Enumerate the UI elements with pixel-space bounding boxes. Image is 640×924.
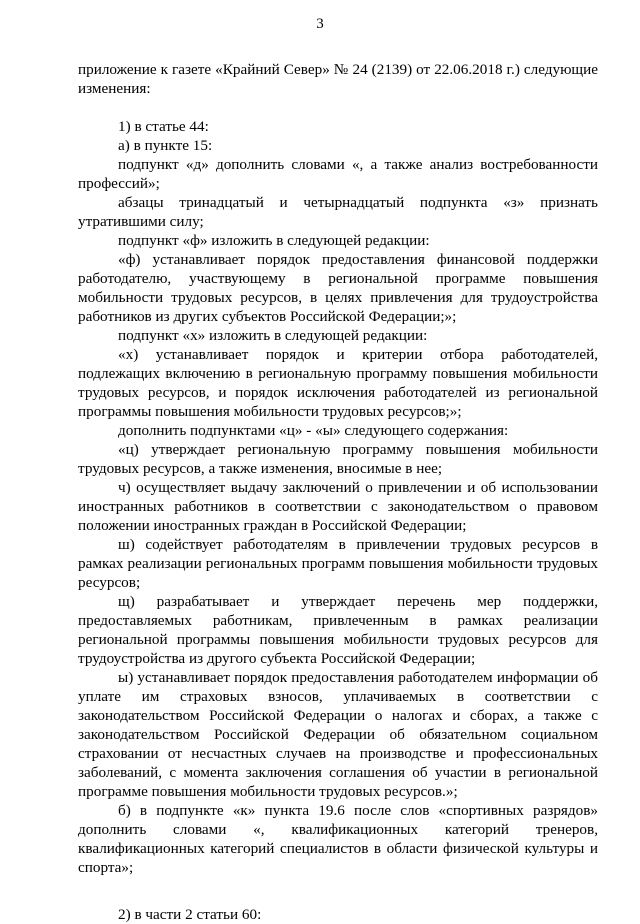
paragraph-subpoint-f-text: «ф) устанавливает порядок предоставления финансовой поддержки работодателю, участвующему в региональной программе повышения мобильности трудовых ресурсов, в целях привлечения для трудоустройства работников из других субъектов Российской Федерации;»; [78,251,598,325]
paragraph-subpoint-z: абзацы тринадцатый и четырнадцатый подпункта «з» признать утратившими силу; [78,194,598,230]
paragraph-subpoint-y: ы) устанавливает порядок предоставления работодателем информации об уплате им страховых взносов, уплачиваемых в соответствии с законодательством Российской Федерации о налогах и сборах, а также с законодательством Российской Федерации об обязательном социальном страховании от несчастных случаев на производстве и профессиональных заболеваний, с момента заключения соглашения об участии в региональной программе повышения мобильности трудовых ресурсов.»; [78,669,598,800]
paragraph-point-b: б) в подпункте «к» пункта 19.6 после слов «спортивных разрядов» дополнить словами «, квалификационных категорий тренеров, квалификационных категорий специалистов в области физической культуры и спорта»; [78,802,598,876]
paragraph-article-60: 2) в части 2 статьи 60: [118,906,262,923]
paragraph-article-44: 1) в статье 44: [118,118,209,135]
paragraph-add-subpoints: дополнить подпунктами «ц» - «ы» следующего содержания: [118,422,509,439]
paragraph-subpoint-shch: щ) разрабатывает и утверждает перечень мер поддержки, предоставляемых работникам, привлеченным в рамках реализации региональной программы повышения мобильности трудовых ресурсов для трудоустройства из другого субъекта Российской Федерации; [78,593,598,667]
paragraph-subpoint-ch: ч) осуществляет выдачу заключений о привлечении и об использовании иностранных работников в соответствии с законодательством о правовом положении иностранных граждан в Российской Федерации; [78,479,598,534]
page-number: 3 [316,16,324,32]
paragraph-subpoint-h-text: «х) устанавливает порядок и критерии отбора работодателей, подлежащих включению в региональную программу повышения мобильности трудовых ресурсов, и порядок исключения работодателей из региональной программы повышения мобильности трудовых ресурсов;»; [78,346,598,420]
document-body [78,60,598,924]
paragraph-subpoint-d: подпункт «д» дополнить словами «, а также анализ востребованности профессий»; [78,156,598,192]
paragraph-subpoint-sh: ш) содействует работодателям в привлечении трудовых ресурсов в рамках реализации региональных программ повышения мобильности трудовых ресурсов; [78,536,598,591]
paragraph-intro: приложение к газете «Крайний Север» № 24 (2139) от 22.06.2018 г.) следующие изменения: [78,61,598,97]
paragraph-subpoint-ts: «ц) утверждает региональную программу повышения мобильности трудовых ресурсов, а также изменения, вносимые в нее; [78,441,598,477]
paragraph-point-15: а) в пункте 15: [118,137,213,154]
paragraph-subpoint-f-header: подпункт «ф» изложить в следующей редакции: [118,232,430,249]
paragraph-subpoint-h-header: подпункт «х» изложить в следующей редакции: [118,327,428,344]
